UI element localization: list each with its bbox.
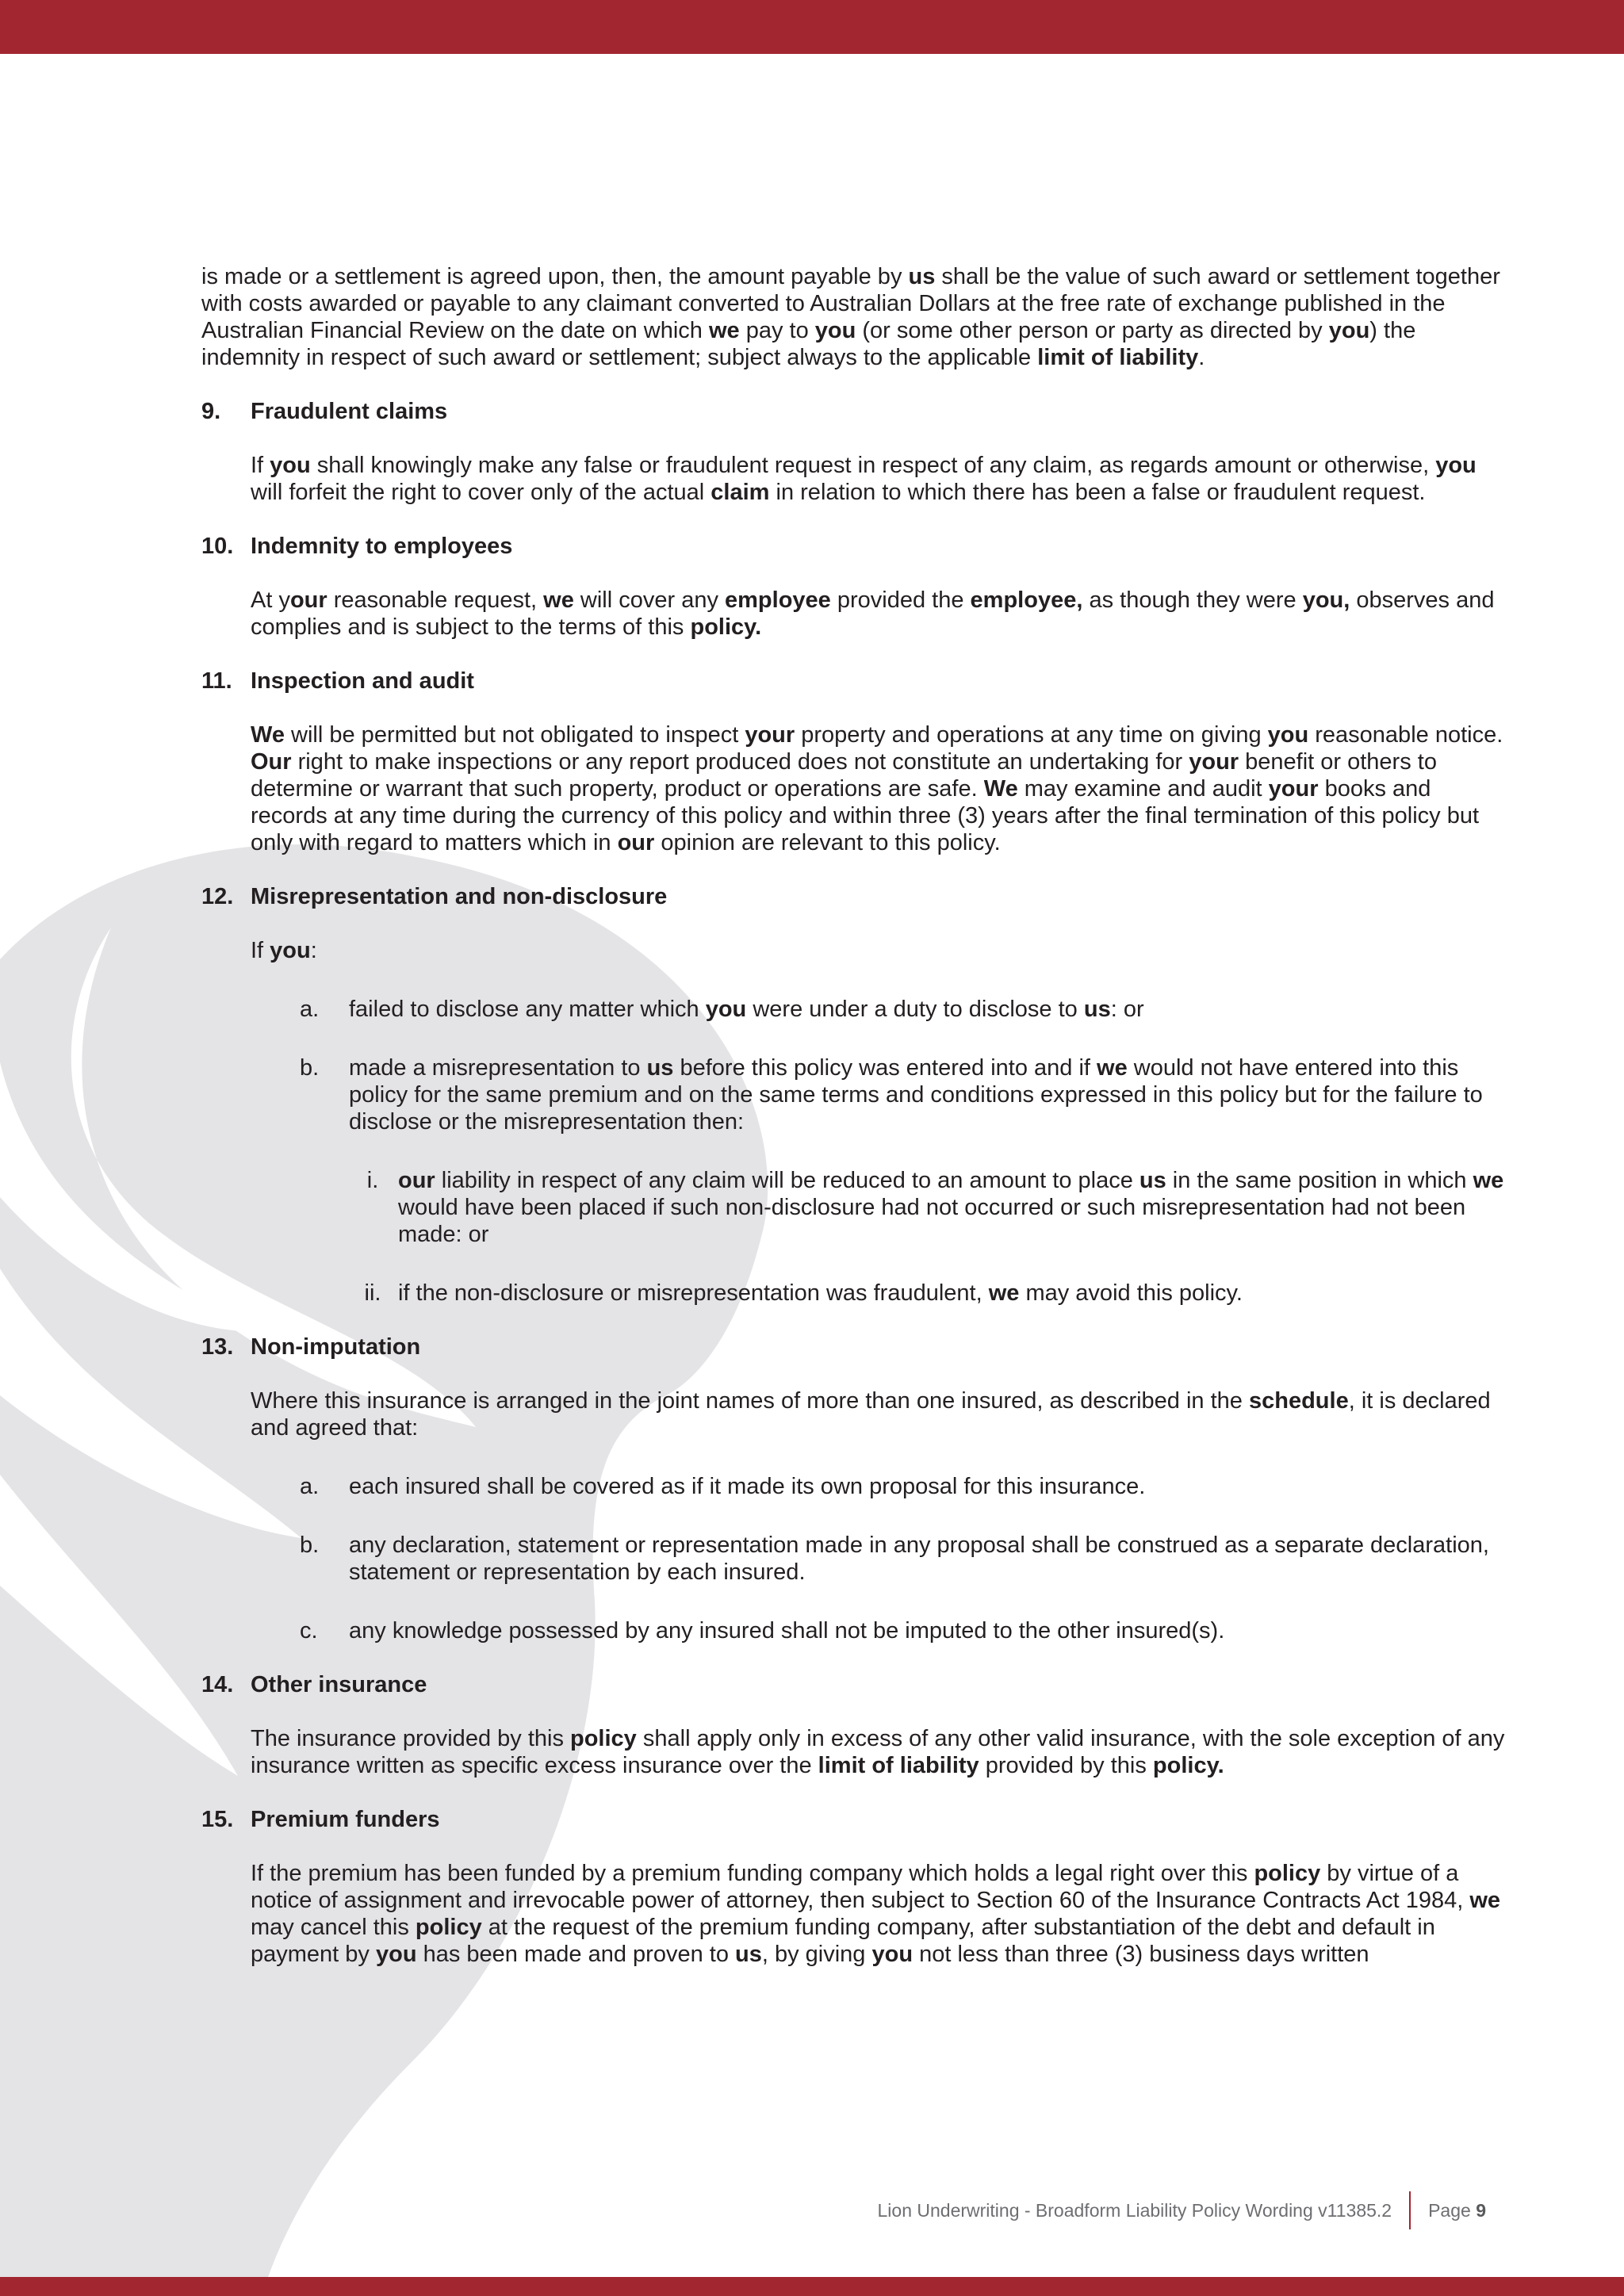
clause-section — [201, 668, 1510, 856]
clause-number: 14. — [201, 1672, 234, 1697]
bold-term: us — [1083, 997, 1111, 1022]
list-item-text — [349, 1532, 1510, 1586]
clause-body — [251, 1860, 1510, 1968]
clause-section — [201, 533, 1510, 641]
text-segment: liability in respect of any claim will be reduced to an amount to place — [435, 1168, 1139, 1193]
text-segment: If — [251, 453, 270, 478]
header-bar — [0, 0, 1624, 54]
clause-body — [251, 1387, 1510, 1644]
list-item — [300, 1532, 1510, 1586]
clause-body — [251, 587, 1510, 641]
bold-term: we — [708, 318, 740, 343]
text-segment: : — [310, 938, 317, 963]
bold-term: you — [705, 997, 747, 1022]
list-item-text — [349, 1054, 1510, 1135]
bold-term: we — [1469, 1888, 1501, 1913]
bold-term: you — [1328, 318, 1370, 343]
clause-title: Fraudulent claims — [251, 399, 448, 424]
clause-number: 10. — [201, 534, 234, 559]
bold-term: you, — [1302, 587, 1350, 613]
bold-term: us — [1139, 1168, 1166, 1193]
clause-paragraph — [251, 1387, 1510, 1441]
text-segment: will be permitted but not obligated to inspect — [284, 722, 745, 748]
text-segment: before this policy was entered into and if — [673, 1055, 1097, 1081]
list-item — [300, 1054, 1510, 1135]
clause-paragraph — [251, 587, 1510, 641]
text-segment: reasonable request, — [327, 587, 544, 613]
clause-title: Premium funders — [251, 1807, 440, 1832]
footer-divider — [1409, 2191, 1411, 2229]
list-item — [300, 1473, 1510, 1500]
list-marker: c. — [300, 1618, 318, 1644]
clause-paragraph — [251, 1860, 1510, 1968]
text-segment: shall knowingly make any false or fraudulent request in respect of any claim, as regards amount or otherwise, — [310, 453, 1436, 478]
clause-body — [251, 452, 1510, 506]
clause-title: Misrepresentation and non-disclosure — [251, 884, 668, 909]
clause-heading — [201, 1334, 1510, 1360]
bold-term: we — [988, 1280, 1020, 1306]
bold-term: we — [543, 587, 574, 613]
text-segment: shall be the value of such award or settlement together with costs awarded or payable to any claimant converted to Australian Dollars at the free rate of exchange published in the Australian Financial Review on the date on which — [201, 264, 1500, 343]
clause-body — [251, 937, 1510, 1307]
list-item-text — [349, 1617, 1510, 1644]
clause-title: Non-imputation — [251, 1334, 421, 1360]
list-item — [300, 996, 1510, 1023]
text-segment: opinion are relevant to this policy. — [654, 830, 1001, 855]
bold-term: employee, — [970, 587, 1083, 613]
bold-term: us — [735, 1942, 762, 1967]
bold-term: you — [375, 1942, 417, 1967]
text-segment: At y — [251, 587, 290, 613]
text-segment: provided by this — [979, 1753, 1153, 1778]
text-segment: in the same position in which — [1166, 1168, 1473, 1193]
list-item-list — [300, 1473, 1510, 1644]
text-segment: any declaration, statement or representation made in any proposal shall be construed as a separate declaration, statement or representation by each insured. — [349, 1533, 1489, 1585]
bold-term: schedule — [1248, 1388, 1349, 1414]
clause-paragraph — [251, 452, 1510, 506]
clause-number: 9. — [201, 399, 221, 424]
bold-term: limit of liability — [818, 1753, 979, 1778]
clause-heading — [201, 533, 1510, 560]
list-marker: b. — [300, 1055, 320, 1081]
list-item-text — [349, 996, 1510, 1023]
text-segment: pay to — [739, 318, 815, 343]
text-segment: by virtue of a notice of assignment and irrevocable power of attorney, then subject to Section 60 of the Insurance Contracts Act 1984, — [251, 1861, 1470, 1913]
text-segment: any knowledge possessed by any insured shall not be imputed to the other insured(s). — [349, 1618, 1225, 1644]
text-segment: ) the indemnity in respect of such award or settlement; subject always to the applicable — [201, 318, 1416, 370]
footer-doc-title: Lion Underwriting - Broadform Liability Policy Wording v11385.2 — [877, 2199, 1392, 2221]
text-segment: if the non-disclosure or misrepresentation was fraudulent, — [398, 1280, 989, 1306]
clause-section — [201, 883, 1510, 1307]
text-segment: at the request of the premium funding company, after substantiation of the debt and default in payment by — [251, 1915, 1435, 1967]
text-segment: reasonable notice. — [1308, 722, 1503, 748]
bold-term: Our — [251, 749, 292, 775]
footer-page-label: Page — [1428, 2199, 1471, 2221]
bold-term: policy. — [1152, 1753, 1224, 1778]
intro-paragraph — [201, 263, 1510, 371]
clause-heading — [201, 1671, 1510, 1698]
bold-term: our — [398, 1168, 435, 1193]
text-segment: is made or a settlement is agreed upon, then, the amount payable by — [201, 264, 909, 289]
text-segment: in relation to which there has been a false or fraudulent request. — [769, 480, 1426, 505]
clause-heading — [201, 1806, 1510, 1833]
text-segment: will cover any — [573, 587, 726, 613]
clause-number: 15. — [201, 1807, 234, 1832]
text-segment: , it is declared and agreed that: — [251, 1388, 1491, 1441]
text-segment: failed to disclose any matter which — [349, 997, 706, 1022]
bold-term: our — [617, 830, 655, 855]
bold-term: we — [1473, 1168, 1504, 1193]
bold-term: claim — [710, 480, 770, 505]
text-segment: may avoid this policy. — [1019, 1280, 1243, 1306]
bold-term: us — [646, 1055, 674, 1081]
bold-term: you — [270, 938, 311, 963]
bold-term: our — [289, 587, 327, 613]
clause-body — [251, 1725, 1510, 1779]
list-marker: ii. — [364, 1280, 381, 1306]
sub-list-item — [349, 1280, 1510, 1307]
bold-term: policy — [415, 1915, 482, 1940]
bold-term: us — [908, 264, 936, 289]
text-segment: would have been placed if such non-disclosure had not occurred or such misrepresentation had not been made: or — [398, 1195, 1466, 1247]
text-segment: benefit or others to determine or warrant that such property, product or operations are safe. — [251, 749, 1437, 802]
bold-term: you — [1267, 722, 1309, 748]
clause-paragraph — [251, 937, 1510, 964]
text-segment: (or some other person or party as directed by — [856, 318, 1329, 343]
bold-term: you — [270, 453, 311, 478]
list-marker: b. — [300, 1533, 320, 1558]
text-segment: books and records at any time during the currency of this policy and within three (3) years after the final termination of this policy but only with regard to matters which in — [251, 776, 1480, 855]
bold-term: policy — [570, 1726, 637, 1751]
bold-term: your — [1189, 749, 1239, 775]
bold-term: We — [251, 722, 285, 748]
clause-section — [201, 1671, 1510, 1779]
clause-paragraph — [251, 721, 1510, 856]
text-segment: provided the — [830, 587, 971, 613]
clause-section — [201, 398, 1510, 506]
clause-number: 13. — [201, 1334, 234, 1360]
text-segment: has been made and proven to — [416, 1942, 736, 1967]
text-segment: will forfeit the right to cover only of the actual — [251, 480, 711, 505]
text-segment: Where this insurance is arranged in the joint names of more than one insured, as described in the — [251, 1388, 1249, 1414]
clause-heading — [201, 398, 1510, 425]
document-body — [201, 263, 1510, 1968]
sub-list-item — [349, 1167, 1510, 1248]
sections-container — [201, 398, 1510, 1968]
text-segment: property and operations at any time on giving — [795, 722, 1268, 748]
clause-heading — [201, 883, 1510, 910]
text-segment: as though they were — [1082, 587, 1303, 613]
clause-title: Other insurance — [251, 1672, 427, 1697]
clause-title: Inspection and audit — [251, 668, 474, 694]
clause-paragraph — [251, 1725, 1510, 1779]
text-segment: . — [1198, 345, 1205, 370]
bold-term: We — [983, 776, 1018, 802]
list-marker: a. — [300, 1474, 320, 1499]
clause-number: 12. — [201, 884, 234, 909]
text-segment: may cancel this — [251, 1915, 416, 1940]
bold-term: you — [1435, 453, 1477, 478]
list-item-list — [300, 996, 1510, 1307]
text-segment: not less than three (3) business days written — [913, 1942, 1369, 1967]
footer-page-number: 9 — [1476, 2199, 1486, 2221]
list-marker: a. — [300, 997, 320, 1022]
text-segment: : or — [1110, 997, 1144, 1022]
list-item-text — [398, 1167, 1510, 1248]
list-item — [300, 1617, 1510, 1644]
list-item-text — [398, 1280, 1510, 1307]
text-segment: , by giving — [761, 1942, 872, 1967]
list-marker: i. — [366, 1168, 379, 1193]
text-segment: each insured shall be covered as if it made its own proposal for this insurance. — [349, 1474, 1146, 1499]
bold-term: policy. — [690, 614, 762, 640]
bold-term: your — [1268, 776, 1319, 802]
sub-list-item-list — [349, 1167, 1510, 1307]
footer-bar — [0, 2277, 1624, 2296]
bold-term: employee — [725, 587, 831, 613]
text-segment: The insurance provided by this — [251, 1726, 570, 1751]
text-segment: made a misrepresentation to — [349, 1055, 647, 1081]
clause-section — [201, 1806, 1510, 1968]
clause-heading — [201, 668, 1510, 695]
bold-term: we — [1097, 1055, 1128, 1081]
page-footer — [878, 2191, 1486, 2229]
bold-term: you — [814, 318, 856, 343]
text-segment: would not have entered into this policy for the same premium and on the same terms and conditions expressed in this policy but for the failure to disclose or the misrepresentation then: — [349, 1055, 1483, 1135]
text-segment: were under a duty to disclose to — [746, 997, 1084, 1022]
bold-term: limit of liability — [1037, 345, 1199, 370]
clause-section — [201, 1334, 1510, 1644]
bold-term: policy — [1254, 1861, 1321, 1886]
list-item-text — [349, 1473, 1510, 1500]
text-segment: If — [251, 938, 270, 963]
clause-body — [251, 721, 1510, 856]
bold-term: you — [871, 1942, 914, 1967]
text-segment: may examine and audit — [1017, 776, 1269, 802]
bold-term: your — [745, 722, 795, 748]
text-segment: right to make inspections or any report produced does not constitute an undertaking for — [291, 749, 1189, 775]
clause-title: Indemnity to employees — [251, 534, 513, 559]
text-segment: shall apply only in excess of any other valid insurance, with the sole exception of any insurance written as specific excess insurance over the — [251, 1726, 1505, 1778]
clause-number: 11. — [201, 668, 232, 694]
text-segment: If the premium has been funded by a premium funding company which holds a legal right over this — [251, 1861, 1254, 1886]
text-segment: observes and complies and is subject to the terms of this — [251, 587, 1495, 640]
